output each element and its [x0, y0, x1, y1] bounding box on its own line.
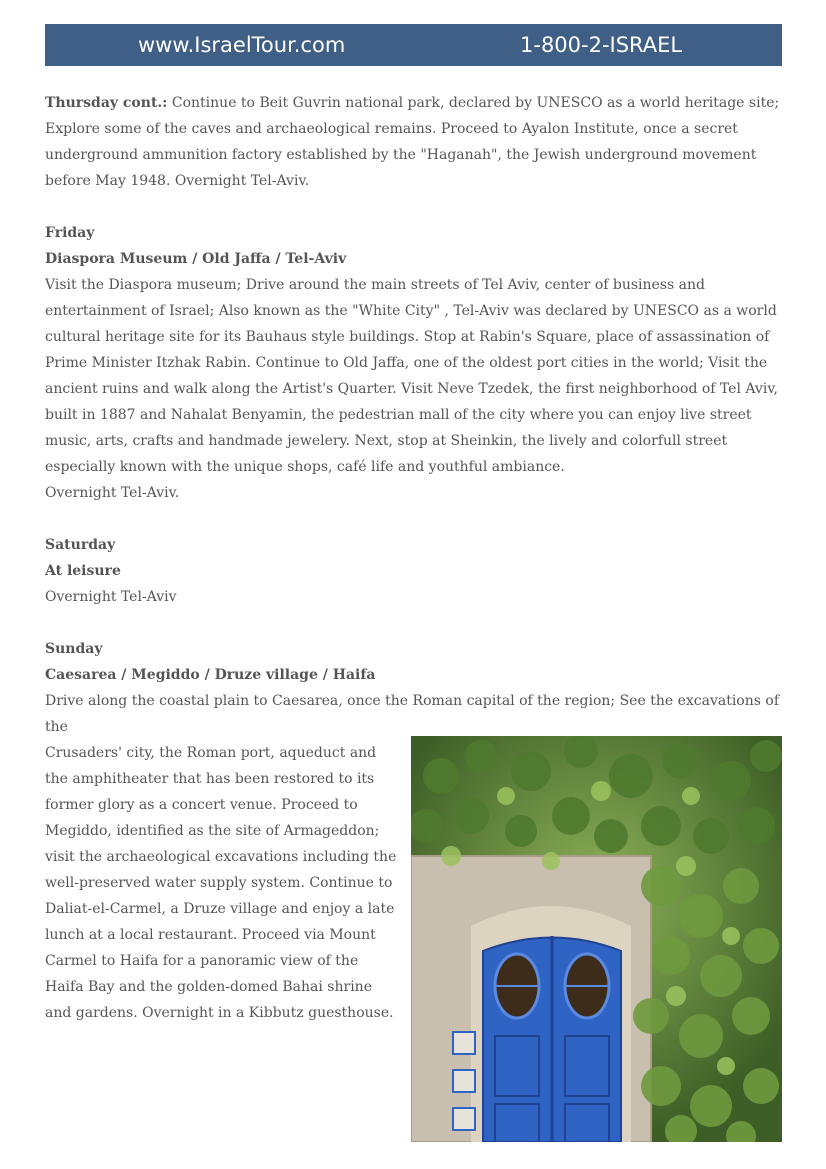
friday-overnight: Overnight Tel-Aviv. [45, 485, 180, 501]
sunday-heading: Sunday [45, 641, 103, 657]
sunday-text-wrapped: Crusaders' city, the Roman port, aqueduct and the amphitheater that has been restored to its former glory as a concert venue. Proceed to Megiddo, identified as the site of Armageddon; visit the archaeological excavations including the well-preserved water supply system. Continue to Daliat-el-Carmel, a Druze village and enjoy a late lunch at a local restaurant. Proceed via Mount Carmel to Haifa for a panoramic view of the Haifa Bay and the golden-domed Bahai shrine and gardens. Overnight in a Kibbutz guesthouse. [45, 745, 397, 1021]
friday-text: Visit the Diaspora museum; Drive around the main streets of Tel Aviv, center of business and entertainment of Israel; Also known as the "White City" , Tel-Aviv was declared by UNESCO as a world cultural heritage site for its Bauhaus style buildings. Stop at Rabin's Square, place of assassination of Prime Minister Itzhak Rabin. Continue to Old Jaffa, one of the oldest port cities in the world; Visit the ancient ruins and walk along the Artist's Quarter. Visit Neve Tzedek, the first neighborhood of Tel Aviv, built in 1887 and Nahalat Benyamin, the pedestrian mall of the city where you can enjoy live street music, arts, crafts and handmade jewelery. Next, stop at Sheinkin, the lively and colorfull street especially known with the unique shops, café life and youthful ambiance. [45, 277, 779, 475]
thursday-label: Thursday cont.: [45, 95, 168, 111]
thursday-paragraph [45, 90, 789, 194]
saturday-heading: Saturday [45, 537, 116, 553]
phone-number: 1-800-2-ISRAEL [520, 33, 683, 57]
sunday-title: Caesarea / Megiddo / Druze village / Haifa [45, 667, 376, 683]
saturday-overnight: Overnight Tel-Aviv [45, 589, 177, 605]
website-link[interactable]: www.IsraelTour.com [138, 33, 346, 57]
header-banner [45, 24, 782, 66]
thursday-text: Continue to Beit Guvrin national park, declared by UNESCO as a world heritage site; Explore some of the caves and archaeological remains. Proceed to Ayalon Institute, once a secret underground ammunition factory established by the "Haganah", the Jewish underground movement before May 1948. Overnight Tel-Aviv. [45, 95, 780, 189]
friday-heading: Friday [45, 225, 95, 241]
blue-door-photo [411, 736, 782, 1142]
sunday-text-full: Drive along the coastal plain to Caesarea, once the Roman capital of the region; See the excavations of the [45, 693, 779, 735]
saturday-title: At leisure [45, 563, 121, 579]
friday-title: Diaspora Museum / Old Jaffa / Tel-Aviv [45, 251, 347, 267]
